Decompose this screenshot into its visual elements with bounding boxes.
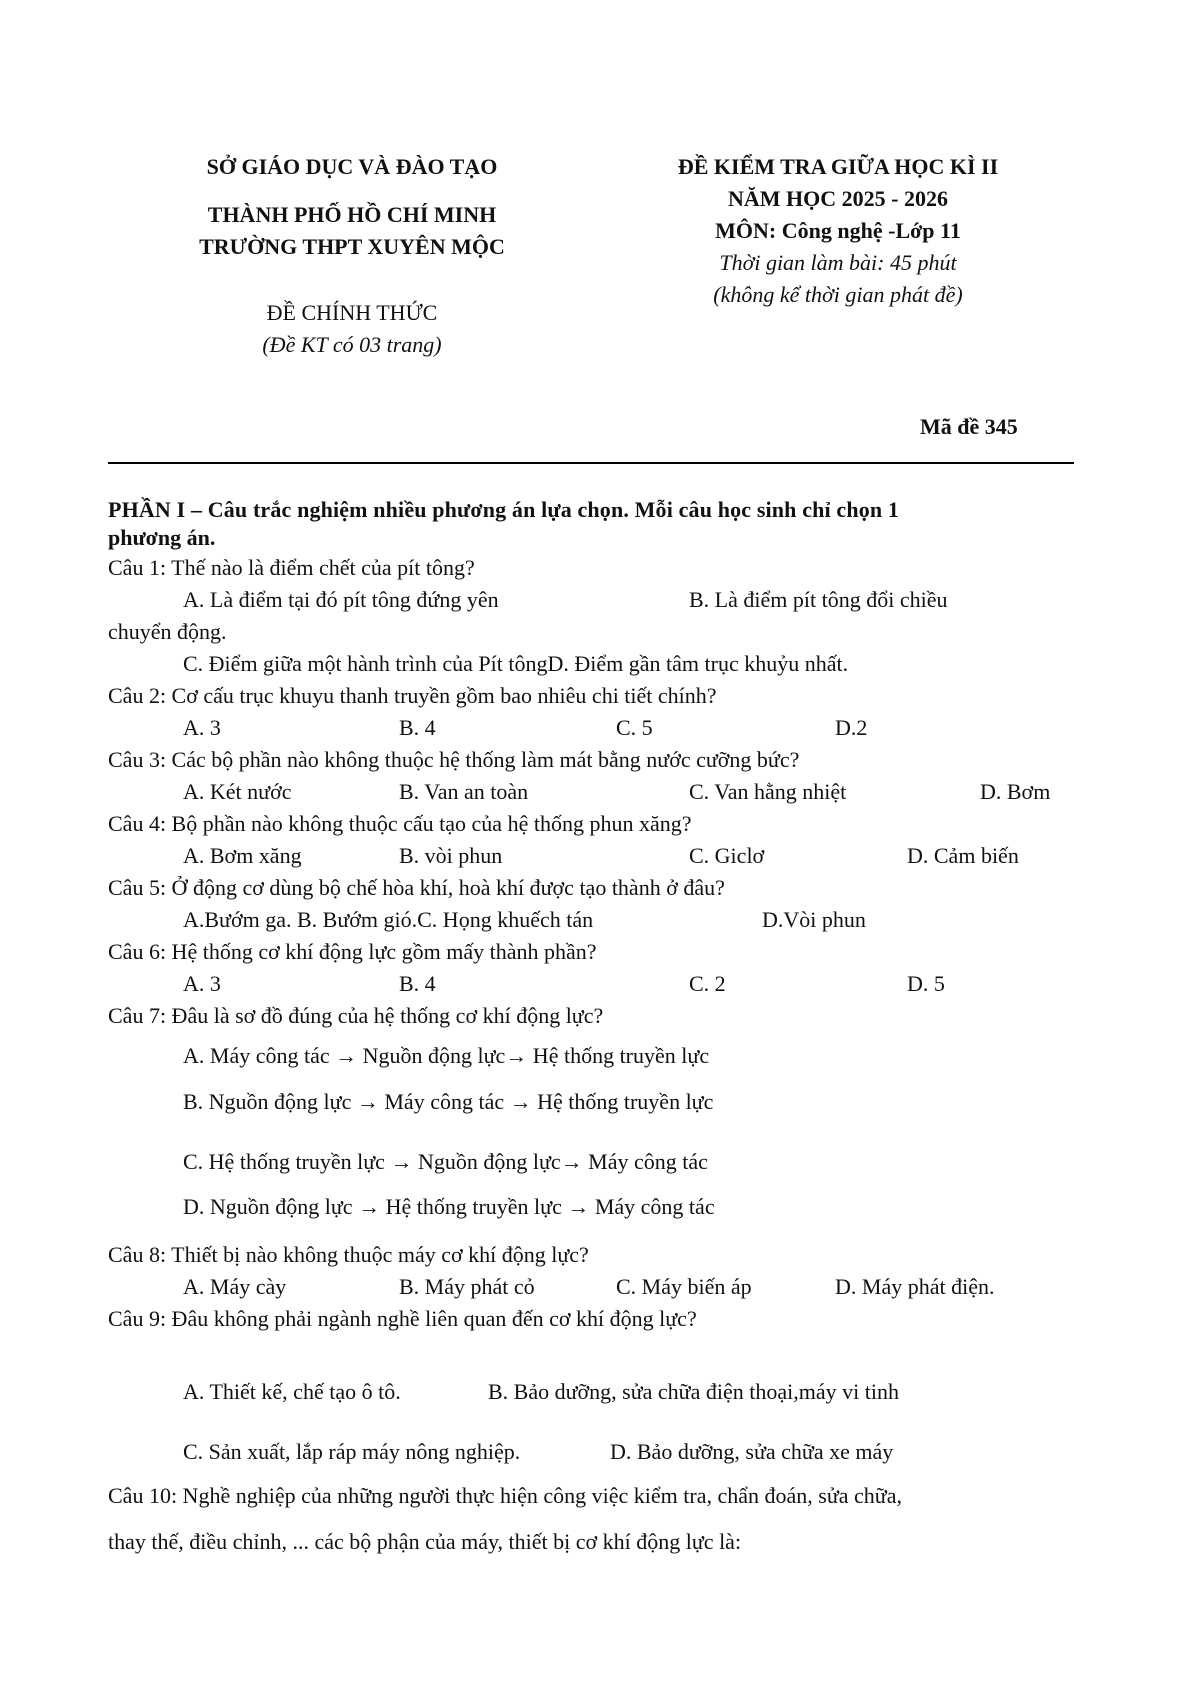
q5-options-abc: A.Bướm ga. B. Bướm gió.C. Họng khuếch tán xyxy=(183,907,594,932)
part1-title: PHẦN I – Câu trắc nghiệm nhiều phương án lựa chọn. Mỗi câu học sinh chỉ chọn 1 xyxy=(108,497,900,522)
q8-option-a: A. Máy cày xyxy=(183,1274,287,1299)
q9-option-d: D. Bảo dưỡng, sửa chữa xe máy xyxy=(610,1439,894,1464)
q7-option-d: D. Nguồn động lực → Hệ thống truyền lực → Máy công tác xyxy=(183,1194,715,1219)
q4-option-d: D. Cảm biến xyxy=(907,843,1019,868)
question-3: Câu 3: Các bộ phần nào không thuộc hệ thống làm mát bằng nước cưỡng bức? xyxy=(108,747,800,772)
city-name: THÀNH PHỐ HỒ CHÍ MINH xyxy=(207,202,497,227)
question-8: Câu 8: Thiết bị nào không thuộc máy cơ khí động lực? xyxy=(108,1242,589,1267)
q2-option-a: A. 3 xyxy=(183,715,221,740)
q8-option-d: D. Máy phát điện. xyxy=(835,1274,995,1299)
q4-option-b: B. vòi phun xyxy=(399,843,503,868)
q3-option-d: D. Bơm xyxy=(980,779,1051,804)
question-4: Câu 4: Bộ phần nào không thuộc cấu tạo của hệ thống phun xăng? xyxy=(108,811,692,836)
exam-title: ĐỀ KIỂM TRA GIỮA HỌC KÌ II xyxy=(677,154,999,179)
question-2: Câu 2: Cơ cấu trục khuyu thanh truyền gồm bao nhiêu chi tiết chính? xyxy=(108,683,717,708)
question-1: Câu 1: Thế nào là điểm chết của pít tông? xyxy=(108,555,475,580)
q2-option-b: B. 4 xyxy=(399,715,436,740)
exam-code: Mã đề 345 xyxy=(920,414,1018,439)
q2-option-d: D.2 xyxy=(835,715,868,740)
q1-option-b-cont: chuyển động. xyxy=(108,619,227,644)
question-6: Câu 6: Hệ thống cơ khí động lực gồm mấy thành phần? xyxy=(108,939,597,964)
question-10: Câu 10: Nghề nghiệp của những người thực hiện công việc kiểm tra, chẩn đoán, sửa chữa, xyxy=(108,1483,902,1508)
q6-option-c: C. 2 xyxy=(689,971,726,996)
q6-option-d: D. 5 xyxy=(907,971,945,996)
question-9: Câu 9: Đâu không phải ngành nghề liên quan đến cơ khí động lực? xyxy=(108,1306,697,1331)
q1-option-a: A. Là điểm tại đó pít tông đứng yên xyxy=(183,587,499,612)
q9-option-c: C. Sản xuất, lắp ráp máy nông nghiệp. xyxy=(183,1439,521,1464)
department-name: SỞ GIÁO DỤC VÀ ĐÀO TẠO xyxy=(206,154,498,179)
school-year: NĂM HỌC 2025 - 2026 xyxy=(728,186,948,211)
q1-option-b: B. Là điểm pít tông đổi chiều xyxy=(689,587,948,612)
q4-option-a: A. Bơm xăng xyxy=(183,843,302,868)
time-note: (không kể thời gian phát đề) xyxy=(713,282,963,307)
part1-title-cont: phương án. xyxy=(108,525,216,550)
q1-options-cd: C. Điểm giữa một hành trình của Pít tôngD. Điểm gần tâm trục khuỷu nhất. xyxy=(183,651,849,676)
q9-option-b: B. Bảo dưỡng, sửa chữa điện thoại,máy vi tinh xyxy=(488,1379,899,1404)
question-10-cont: thay thế, điều chỉnh, ... các bộ phận của máy, thiết bị cơ khí động lực là: xyxy=(108,1529,742,1554)
school-name: TRƯỜNG THPT XUYÊN MỘC xyxy=(199,234,505,259)
official-label: ĐỀ CHÍNH THỨC xyxy=(266,300,438,325)
time-limit: Thời gian làm bài: 45 phút xyxy=(719,250,957,275)
q3-option-b: B. Van an toàn xyxy=(399,779,529,804)
q3-option-a: A. Két nước xyxy=(183,779,292,804)
subject-line: MÔN: Công nghệ -Lớp 11 xyxy=(715,218,961,243)
q8-option-b: B. Máy phát cỏ xyxy=(399,1274,535,1299)
q5-option-d: D.Vòi phun xyxy=(762,907,866,932)
q7-option-b: B. Nguồn động lực → Máy công tác → Hệ thống truyền lực xyxy=(183,1089,714,1114)
q9-option-a: A. Thiết kế, chế tạo ô tô. xyxy=(183,1379,401,1404)
q3-option-c: C. Van hằng nhiệt xyxy=(689,779,847,804)
question-7: Câu 7: Đâu là sơ đồ đúng của hệ thống cơ khí động lực? xyxy=(108,1003,604,1028)
q6-option-b: B. 4 xyxy=(399,971,436,996)
q7-option-c: C. Hệ thống truyền lực → Nguồn động lực→ Máy công tác xyxy=(183,1149,708,1174)
q8-option-c: C. Máy biến áp xyxy=(616,1274,752,1299)
header-divider xyxy=(108,462,1074,464)
q7-option-a: A. Máy công tác → Nguồn động lực→ Hệ thống truyền lực xyxy=(183,1043,710,1068)
q6-option-a: A. 3 xyxy=(183,971,221,996)
q4-option-c: C. Giclơ xyxy=(689,843,765,868)
page-count-note: (Đề KT có 03 trang) xyxy=(262,332,442,357)
q2-option-c: C. 5 xyxy=(616,715,653,740)
question-5: Câu 5: Ở động cơ dùng bộ chế hòa khí, hoà khí được tạo thành ở đâu? xyxy=(108,875,725,900)
